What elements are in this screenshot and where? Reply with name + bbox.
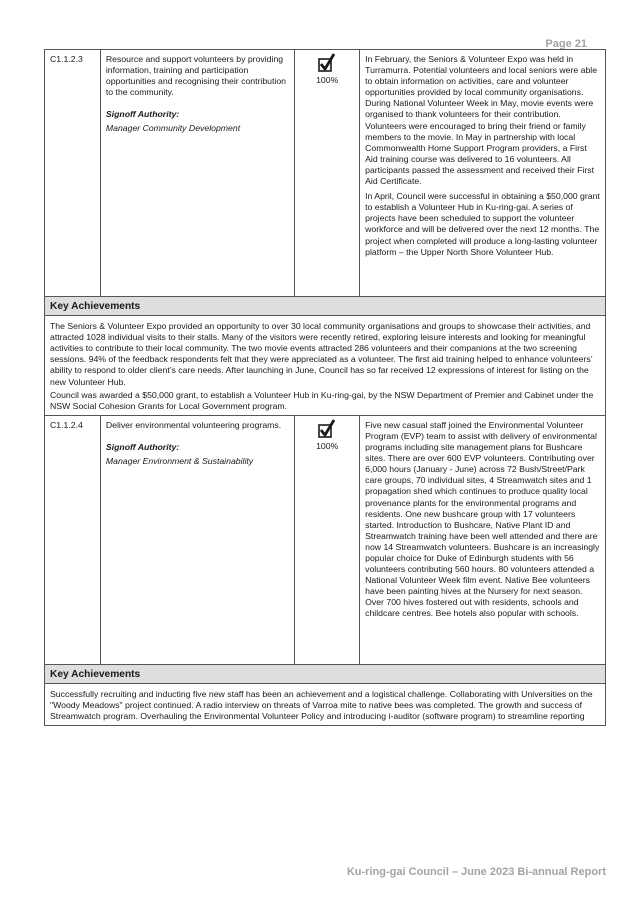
action-description-cell — [100, 415, 294, 664]
key-achievement-paragraph: Successfully recruiting and inducting five new staff has been an achievement and a logistical challenge. Collaborating with Universities on the "Woody Meadows" project continued. A radio interview on threats of Varroa mite to native bees was completed. The growth and success of Streamwatch program. Overhauling the Environmental Volunteer Policy and introducing i-auditor (software program) to streamline reporting — [50, 688, 593, 722]
key-achievements-row — [45, 316, 606, 416]
status-percent: 100% — [316, 75, 339, 85]
key-achievements-header-row — [45, 297, 606, 316]
action-description-cell — [100, 50, 294, 297]
action-description: Resource and support volunteers by providing information, training and participation opportunities and recognising their contribution to the community. — [105, 54, 287, 98]
action-row — [45, 415, 606, 664]
action-description: Deliver environmental volunteering programs. — [105, 419, 282, 430]
key-achievement-paragraph: Council was awarded a $50,000 grant, to establish a Volunteer Hub in Ku-ring-gai, by the NSW Department of Premier and Cabinet under the NSW Social Cohesion Grants for Local Government program. — [50, 389, 594, 411]
action-code: C1.1.2.4 — [45, 415, 101, 664]
action-code: C1.1.2.3 — [45, 50, 101, 297]
comment-paragraph: Five new casual staff joined the Environmental Volunteer Program (EVP) team to assist with delivery of environmental programs including site management plans for Bushcare sites. There are over 600 EVP volunteers. Contributing over 6,000 hours (January - June) across 72 Bush/Street/Park care groups, 70 individual sites, 4 Streamwatch sites and 1 propagation shed which continues to produce quality local provenance plants for the environmental programs and residents. One new bushcare group with 17 volunteers started. Introduction to Bushcare, Native Plant ID and Streamwatch training have been well attended and there are now 14 Streamwatch volunteers. Bushcare is an increasingly popular choice for Duke of Edinburgh students with 56 volunteers contributing 560 hours. 80 volunteers attended a National Volunteer Week film event. Native Bee volunteers have been painting hives at the Nursery for next season. Over 700 hives fostered out with residents, schools and childcare centres. Bee hotels also popular with schools. — [365, 419, 600, 619]
page-number: Page 21 — [545, 38, 587, 50]
report-footer: Ku-ring-gai Council – June 2023 Bi-annual Report — [346, 866, 606, 878]
signoff-label: Signoff Authority: — [105, 109, 180, 120]
status-cell — [295, 415, 360, 664]
key-achievement-paragraph: The Seniors & Volunteer Expo provided an opportunity to over 30 local community organisations and groups to showcase their activities, and attracted 1028 individual visits to their stalls. Many of the visitors were recently retired, exploring leisure interests and looking for meaningful activities to contribute to their local community. The two movie events attracted 286 volunteers and their companions at the two screening sessions. 94% of the feedback respondents felt that they were appreciated as a volunteer. The first aid training helped to enhance volunteers’ ability to respond to older client’s care needs. After launching in June, Council has so far received 12 expressions of interest for listing on the new Volunteer Hub. — [50, 321, 593, 387]
key-achievements-title: Key Achievements — [45, 664, 606, 683]
signoff-label: Signoff Authority: — [105, 441, 180, 452]
comment-paragraph: In February, the Seniors & Volunteer Expo was held in Turramurra. Potential volunteers and local seniors were able to obtain information on activities, care and volunteer opportunities provided by local community organisations. During National Volunteer Week in May, movie events were organised to thank volunteers for their contribution. Volunteers were encouraged to bring their friend or family members to the movie. In May in partnership with local Commonwealth Home Support Program providers, a First Aid training course was delivered to 16 volunteers. All participants passed the assessment and received their First Aid Certificate. — [365, 54, 598, 187]
checkbox-tick-icon — [318, 419, 336, 439]
key-achievements-title: Key Achievements — [45, 297, 606, 316]
key-achievements-body — [45, 316, 606, 416]
operational-plan-table — [44, 49, 606, 726]
checkbox-tick-icon — [318, 53, 336, 73]
key-achievements-body — [45, 683, 606, 725]
status-percent: 100% — [316, 440, 339, 451]
key-achievements-header-row — [45, 664, 606, 683]
status-cell — [295, 50, 360, 297]
signoff-value: Manager Environment & Sustainability — [105, 456, 254, 467]
progress-comment — [360, 415, 606, 664]
progress-comment — [360, 50, 606, 297]
action-row — [45, 50, 606, 297]
key-achievements-row — [45, 683, 606, 725]
signoff-value: Manager Community Development — [105, 123, 241, 134]
comment-paragraph: In April, Council were successful in obtaining a $50,000 grant to establish a Volunteer Hub in Ku-ring-gai. A series of projects have been scheduled to support the volunteer workforce and will be delivered over the next 12 months. The project when completed will produce a long-lasting volunteer platform – the Upper North Shore Volunteer Hub. — [365, 191, 600, 257]
